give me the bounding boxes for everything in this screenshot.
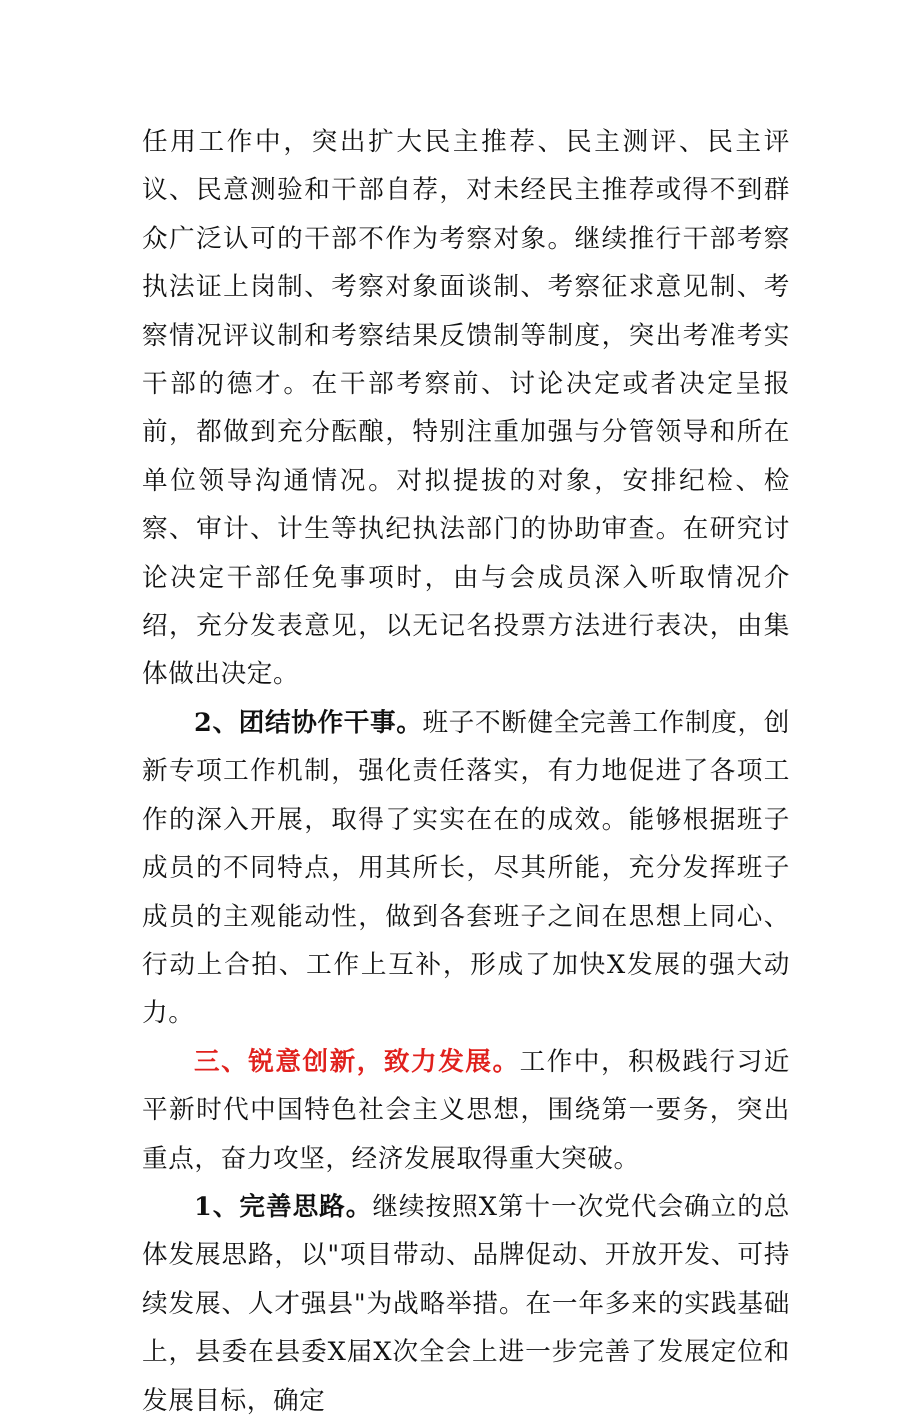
- section-lead-unity: 2、团结协作干事。: [194, 707, 423, 738]
- section-lead-improve: 1、完善思路。: [194, 1191, 373, 1222]
- section-heading-innovation: 三、锐意创新，致力发展。: [194, 1046, 520, 1077]
- paragraph-text: 任用工作中，突出扩大民主推荐、民主测评、民主评议、民意测验和干部自荐，对未经民主推荐或得不到群众广泛认可的干部不作为考察对象。继续推行干部考察执法证上岗制、考察对象面谈制、考察征求意见制、考察情况评议制和考察结果反馈制等制度，突出考准考实干部的德才。在干部考察前、讨论决定或者决定呈报前，都做到充分酝酿，特别注重加强与分管领导和所在单位领导沟通情况。对拟提拔的对象，安排纪检、检察、审计、计生等执纪执法部门的协助审查。在研究讨论决定干部任免事项时，由与会成员深入听取情况介绍，充分发表意见，以无记名投票方法进行表决，由集体做出决定。: [142, 127, 790, 690]
- paragraph-improve-thinking: [142, 1183, 790, 1425]
- document-body: [142, 118, 790, 1425]
- paragraph-text: 工作中，积极践行习近平新时代中国特色社会主义思想，围绕第一要务，突出重点，奋力攻坚，经济发展取得重大突破。: [142, 1046, 790, 1174]
- paragraph-text: 继续按照X第十一次党代会确立的总体发展思路，以"项目带动、品牌促动、开放开发、可持续发展、人才强县"为战略举措。在一年多来的实践基础上，县委在县委X届X次全会上进一步完善了发展定位和发展目标，确定: [142, 1191, 790, 1416]
- paragraph-innovation-development: [142, 1038, 790, 1183]
- paragraph-unity-cooperation: [142, 699, 790, 1038]
- paragraph-text: 班子不断健全完善工作制度，创新专项工作机制，强化责任落实，有力地促进了各项工作的深入开展，取得了实实在在的成效。能够根据班子成员的不同特点，用其所长，尽其所能，充分发挥班子成员的主观能动性，做到各套班子之间在思想上同心、行动上合拍、工作上互补，形成了加快X发展的强大动力。: [142, 707, 790, 1029]
- paragraph-cadre-appointment: [142, 118, 790, 699]
